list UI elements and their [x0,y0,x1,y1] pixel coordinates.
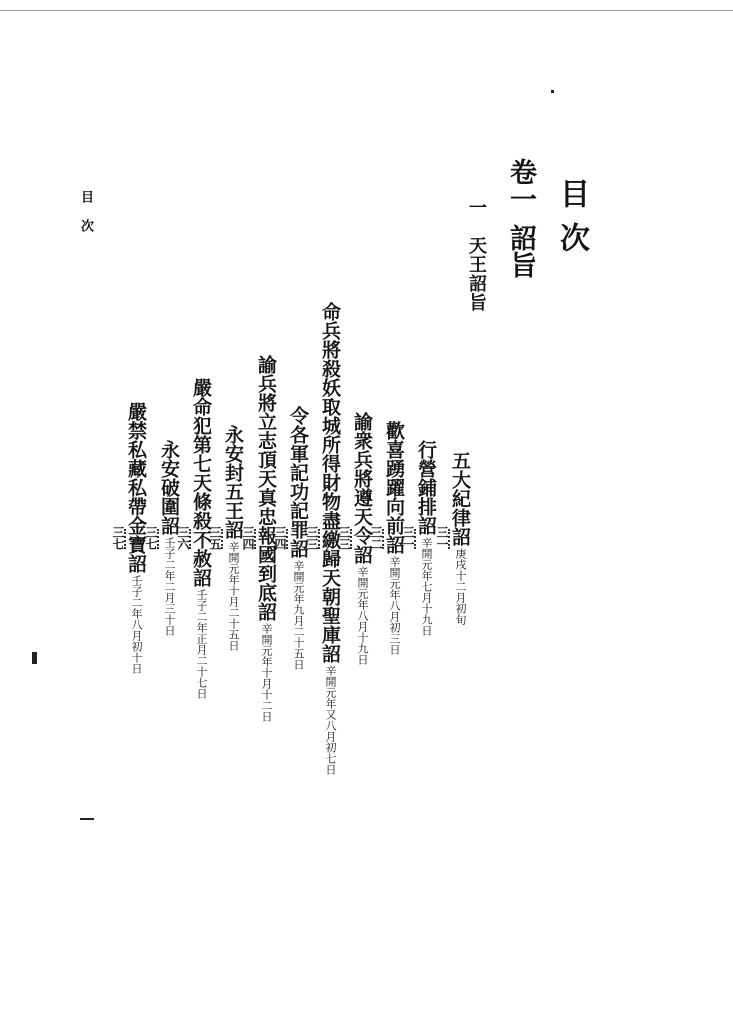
toc-entry [306,114,339,962]
toc-entry-title: 五大紀律詔 [449,451,471,546]
toc-entry-heading [191,378,210,699]
toc-entry [274,114,307,962]
toc-entry [209,114,242,962]
scan-top-edge [0,10,733,11]
toc-entry [402,114,435,962]
toc-entry-date: 壬子二年二月三十日 [163,537,176,636]
toc-entry-date: 辛開元年十月二十五日 [227,541,240,651]
toc-entry-page: 三四 [273,526,287,550]
toc-entry-title: 令各軍記功記罪詔 [287,406,309,558]
toc-entry [370,114,403,962]
toc-entry-date: 壬子二年正月二十七日 [195,588,208,699]
volume-label: 卷一 [505,158,536,212]
toc-entry-date: 辛開元年八月初三日 [388,556,401,655]
toc-entry-page: 三六 [176,526,190,550]
volume-heading [507,158,534,278]
toc-entry-heading [320,302,339,775]
section-heading: 一 天王詔旨 [466,198,487,312]
toc-entry-page: 三二 [369,526,383,550]
toc-entry-title: 諭兵將立志頂天真忠報國到底詔 [255,354,277,621]
toc-entry-heading [126,402,145,674]
toc-entry-date: 辛開元年又八月初七日 [324,664,337,775]
page-heading: 目次 [554,178,589,266]
toc-entry [338,114,371,962]
toc-entry-heading [352,412,371,665]
toc-entry-page: 三七 [144,526,158,550]
toc-entry-heading [416,440,435,636]
toc-entry-page: 三一 [401,526,415,550]
toc-entry-heading [384,421,403,655]
toc-entry-heading [288,406,307,670]
toc-entry-heading [450,451,469,625]
toc-entry-title: 諭衆兵將遵天令詔 [351,411,373,564]
toc-entry-page: 三四 [241,526,255,550]
toc-entry [242,114,275,962]
toc-entry-date: 壬子二年八月初十日 [130,575,143,674]
folio-number [80,818,94,820]
toc-entry-page: 三三 [305,526,319,550]
toc-entry-title: 嚴禁私藏私帶金寶詔 [125,402,147,573]
toc-entry-heading [223,425,242,651]
scan-speck [551,90,554,93]
scan-speck [32,652,37,664]
toc-entry-date: 辛開元年八月十九日 [356,565,369,665]
toc-entry-heading [256,355,275,722]
toc-entry-date: 庚戌十二月初旬 [454,548,467,625]
toc-entry-title: 命兵將殺妖取城所得財物盡繳歸天朝聖庫詔 [319,301,341,663]
toc-entry-title: 歡喜踴躍向前詔 [383,421,405,554]
toc-entry-heading [159,440,178,636]
toc-entry [177,114,210,962]
toc-entry [145,114,178,962]
toc-entry-date: 辛開元年十月十二日 [260,622,273,722]
toc-entry-title: 行營鋪排詔 [415,440,437,535]
toc-entry [112,114,145,962]
toc-entry-page: 三一 [435,526,449,550]
toc-entry-title: 永安封五王詔 [222,425,244,539]
toc-entry-title: 永安破圍詔 [158,440,180,535]
toc-entry-title: 嚴命犯第七天條殺不赦詔 [190,377,212,587]
volume-title: 詔旨 [505,224,536,278]
toc-entry-date: 辛開元年七月十九日 [420,537,433,636]
toc-entry [436,114,469,962]
toc-entry-date: 辛開元年九月二十五日 [292,560,305,670]
toc-entry-page: 三三 [337,526,351,550]
toc-entry-page: 三五 [208,526,222,550]
toc-entry-page: 三七 [111,526,125,550]
margin-label: 目次 [78,190,93,248]
